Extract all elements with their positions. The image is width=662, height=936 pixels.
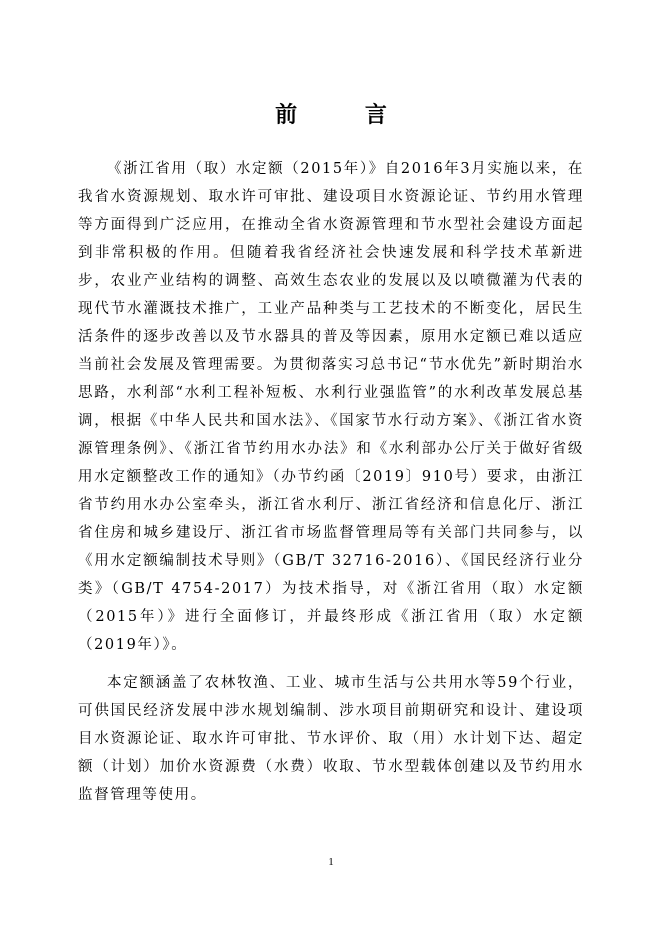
paragraph-block-2 — [78, 669, 584, 809]
page-number: 1 — [328, 856, 334, 868]
paragraph-2: 本定额涵盖了农林牧渔、工业、城市生活与公共用水等59个行业，可供国民经济发展中涉水规划编制、涉水项目前期研究和设计、建设项目水资源论证、取水许可审批、节水评价、取（用）水计划下达、超定额（计划）加价水资源费（水费）收取、节水型载体创建以及节约用水监督管理等使用。 — [78, 675, 584, 803]
paragraph-block-1 — [78, 155, 584, 659]
paragraph-1: 《浙江省用（取）水定额（2015年）》自2016年3月实施以来，在我省水资源规划、取水许可审批、建设项目水资源论证、节约用水管理等方面得到广泛应用，在推动全省水资源管理和节水型社会建设方面起到非常积极的作用。但随着我省经济社会快速发展和科学技术革新进步，农业产业结构的调整、高效生态农业的发展以及以喷微灌为代表的现代节水灌溉技术推广，工业产品种类与工艺技术的不断变化，居民生活条件的逐步改善以及节水器具的普及等因素，原用水定额已难以适应当前社会发展及管理需要。为贯彻落实习总书记“节水优先”新时期治水思路，水利部“水利工程补短板、水利行业强监管”的水利改革发展总基调，根据《中华人民共和国水法》、《国家节水行动方案》、《浙江省水资源管理条例》、《浙江省节约用水办法》和《水利部办公厅关于做好省级用水定额整改工作的通知》（办节约函〔2019〕910号）要求，由浙江省节约用水办公室牵头，浙江省水利厅、浙江省经济和信息化厅、浙江省住房和城乡建设厅、浙江省市场监督管理局等有关部门共同参与，以《用水定额编制技术导则》（GB/T 32716-2016）、《国民经济行业分类》（GB/T 4754-2017）为技术指导，对《浙江省用（取）水定额（2015年）》进行全面修订，并最终形成《浙江省用（取）水定额（2019年）》。 — [78, 161, 584, 653]
page-title: 前 言 — [275, 102, 417, 128]
